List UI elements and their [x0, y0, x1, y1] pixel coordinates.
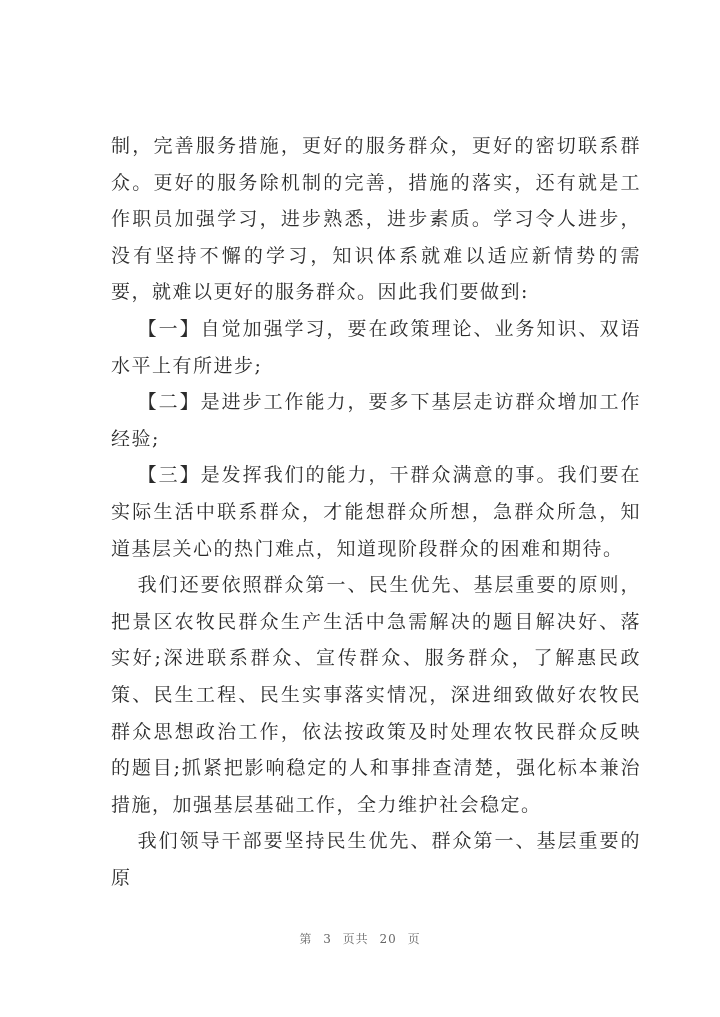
- page-footer: [0, 930, 720, 947]
- paragraph-item-one: 【一】自觉加强学习，要在政策理论、业务知识、双语水平上有所进步;: [111, 317, 641, 377]
- document-body: [111, 128, 641, 896]
- footer-total-suffix: 页: [407, 932, 421, 946]
- footer-total-pages: 20: [379, 932, 397, 946]
- footer-page-label: 第: [299, 932, 313, 946]
- paragraph-continuation: 制，完善服务措施，更好的服务群众，更好的密切联系群众。更好的服务除机制的完善，措施的落实，还有就是工作职员加强学习，进步熟悉，进步素质。学习令人进步，没有坚持不懈的学习，知识体系就难以适应新情势的需要，就难以更好的服务群众。因此我们要做到:: [111, 135, 641, 304]
- paragraph-leaders: 我们领导干部要坚持民生优先、群众第一、基层重要的原: [111, 830, 641, 889]
- footer-page-number: 3: [323, 932, 332, 946]
- paragraph-item-three: 【三】是发挥我们的能力，干群众满意的事。我们要在实际生活中联系群众，才能想群众所想，急群众所急，知道基层关心的热门难点，知道现阶段群众的困难和期待。: [111, 464, 641, 560]
- footer-page-suffix: 页共: [342, 932, 369, 946]
- paragraph-item-two: 【二】是进步工作能力，要多下基层走访群众增加工作经验;: [111, 391, 641, 450]
- paragraph-principles: 我们还要依照群众第一、民生优先、基层重要的原则，把景区农牧民群众生产生活中急需解决的题目解决好、落实好;深进联系群众、宣传群众、服务群众，了解惠民政策、民生工程、民生实事落实情况，深进细致做好农牧民群众思想政治工作，依法按政策及时处理农牧民群众反映的题目;抓紧把影响稳定的人和事排查清楚，强化标本兼治措施，加强基层基础工作，全力维护社会稳定。: [111, 574, 641, 816]
